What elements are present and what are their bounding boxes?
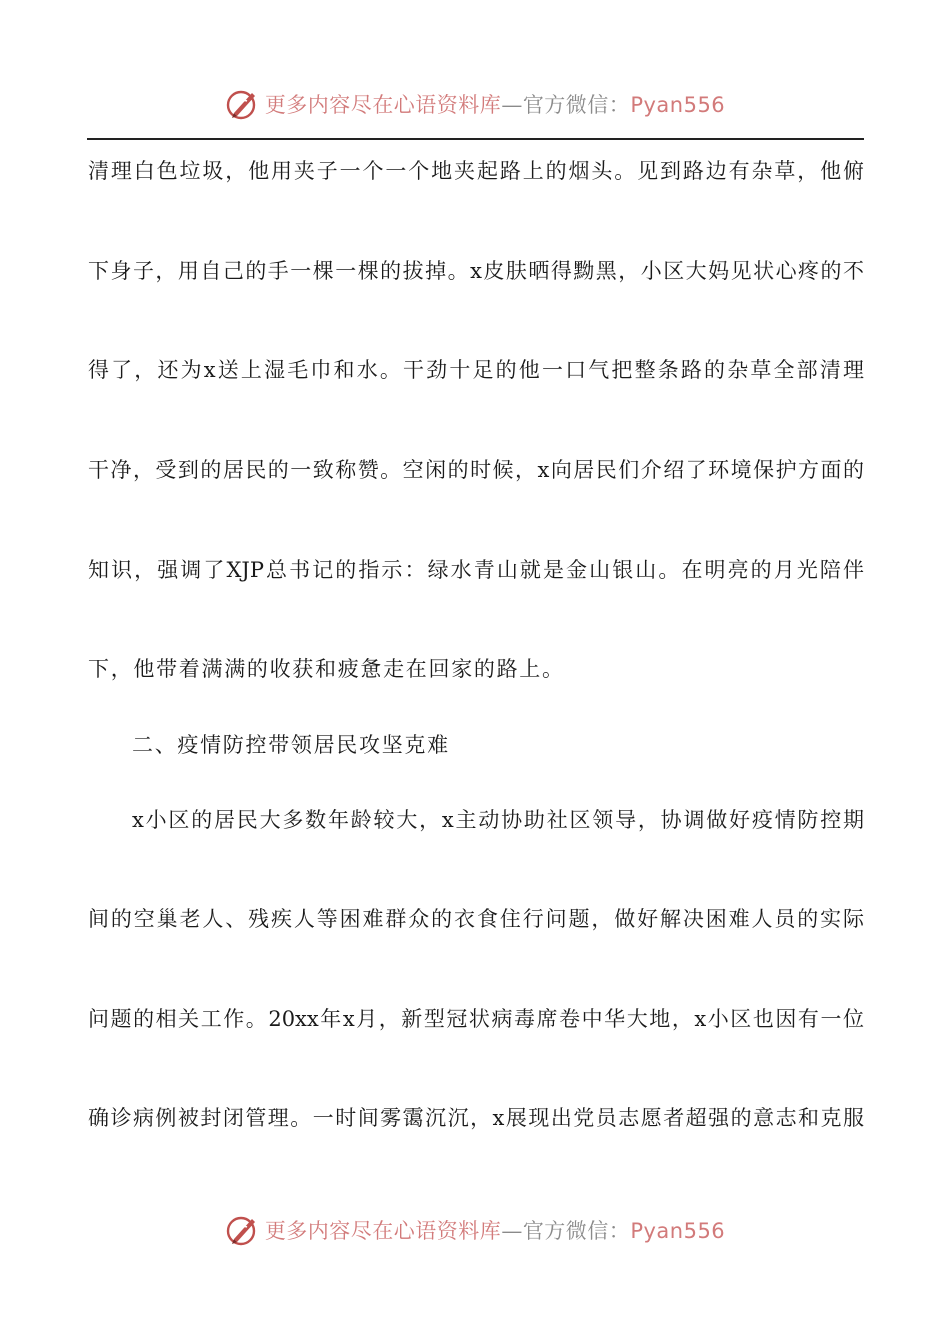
header-banner <box>0 82 950 126</box>
body-line-3: 得了，还为x送上湿毛巾和水。干劲十足的他一口气把整条路的杂草全部清理 <box>88 358 864 382</box>
paragraph2-line-4: 确诊病例被封闭管理。一时间雾霭沉沉，x展现出党员志愿者超强的意志和克服 <box>88 1106 864 1130</box>
body-line-5: 知识，强调了XJP总书记的指示：绿水青山就是金山银山。在明亮的月光陪伴 <box>88 558 864 582</box>
footer-official-label: 官方微信： <box>522 1219 631 1243</box>
body-line-2: 下身子，用自己的手一棵一棵的拔掉。x皮肤晒得黝黑，小区大妈见状心疼的不 <box>88 259 864 283</box>
footer-banner-text <box>265 1215 725 1245</box>
body-line-4: 干净，受到的居民的一致称赞。空闲的时候，x向居民们介绍了环境保护方面的 <box>88 458 864 482</box>
section-heading: 二、疫情防控带领居民攻坚克难 <box>132 733 450 757</box>
pen-logo-icon <box>225 86 261 122</box>
body-line-6: 下，他带着满满的收获和疲惫走在回家的路上。 <box>88 657 565 681</box>
footer-separator: — <box>501 1219 523 1243</box>
footer-wechat-handle: Pyan556 <box>630 1219 726 1243</box>
paragraph2-line-3: 问题的相关工作。20xx年x月，新型冠状病毒席卷中华大地，x小区也因有一位 <box>88 1007 864 1031</box>
header-banner-text <box>265 89 725 119</box>
footer-banner <box>0 1208 950 1252</box>
footer-brand-text: 更多内容尽在心语资料库 <box>264 1219 502 1243</box>
header-official-label: 官方微信： <box>522 93 631 117</box>
header-rule <box>87 138 864 140</box>
body-line-1: 清理白色垃圾，他用夹子一个一个地夹起路上的烟头。见到路边有杂草，他俯 <box>88 159 864 183</box>
pen-logo-icon <box>225 1212 261 1248</box>
header-separator: — <box>501 93 523 117</box>
paragraph2-line-2: 间的空巢老人、残疾人等困难群众的衣食住行问题，做好解决困难人员的实际 <box>88 907 864 931</box>
header-brand-text: 更多内容尽在心语资料库 <box>264 93 502 117</box>
paragraph2-line-1: x小区的居民大多数年龄较大，x主动协助社区领导，协调做好疫情防控期 <box>132 808 864 832</box>
header-wechat-handle: Pyan556 <box>630 93 726 117</box>
